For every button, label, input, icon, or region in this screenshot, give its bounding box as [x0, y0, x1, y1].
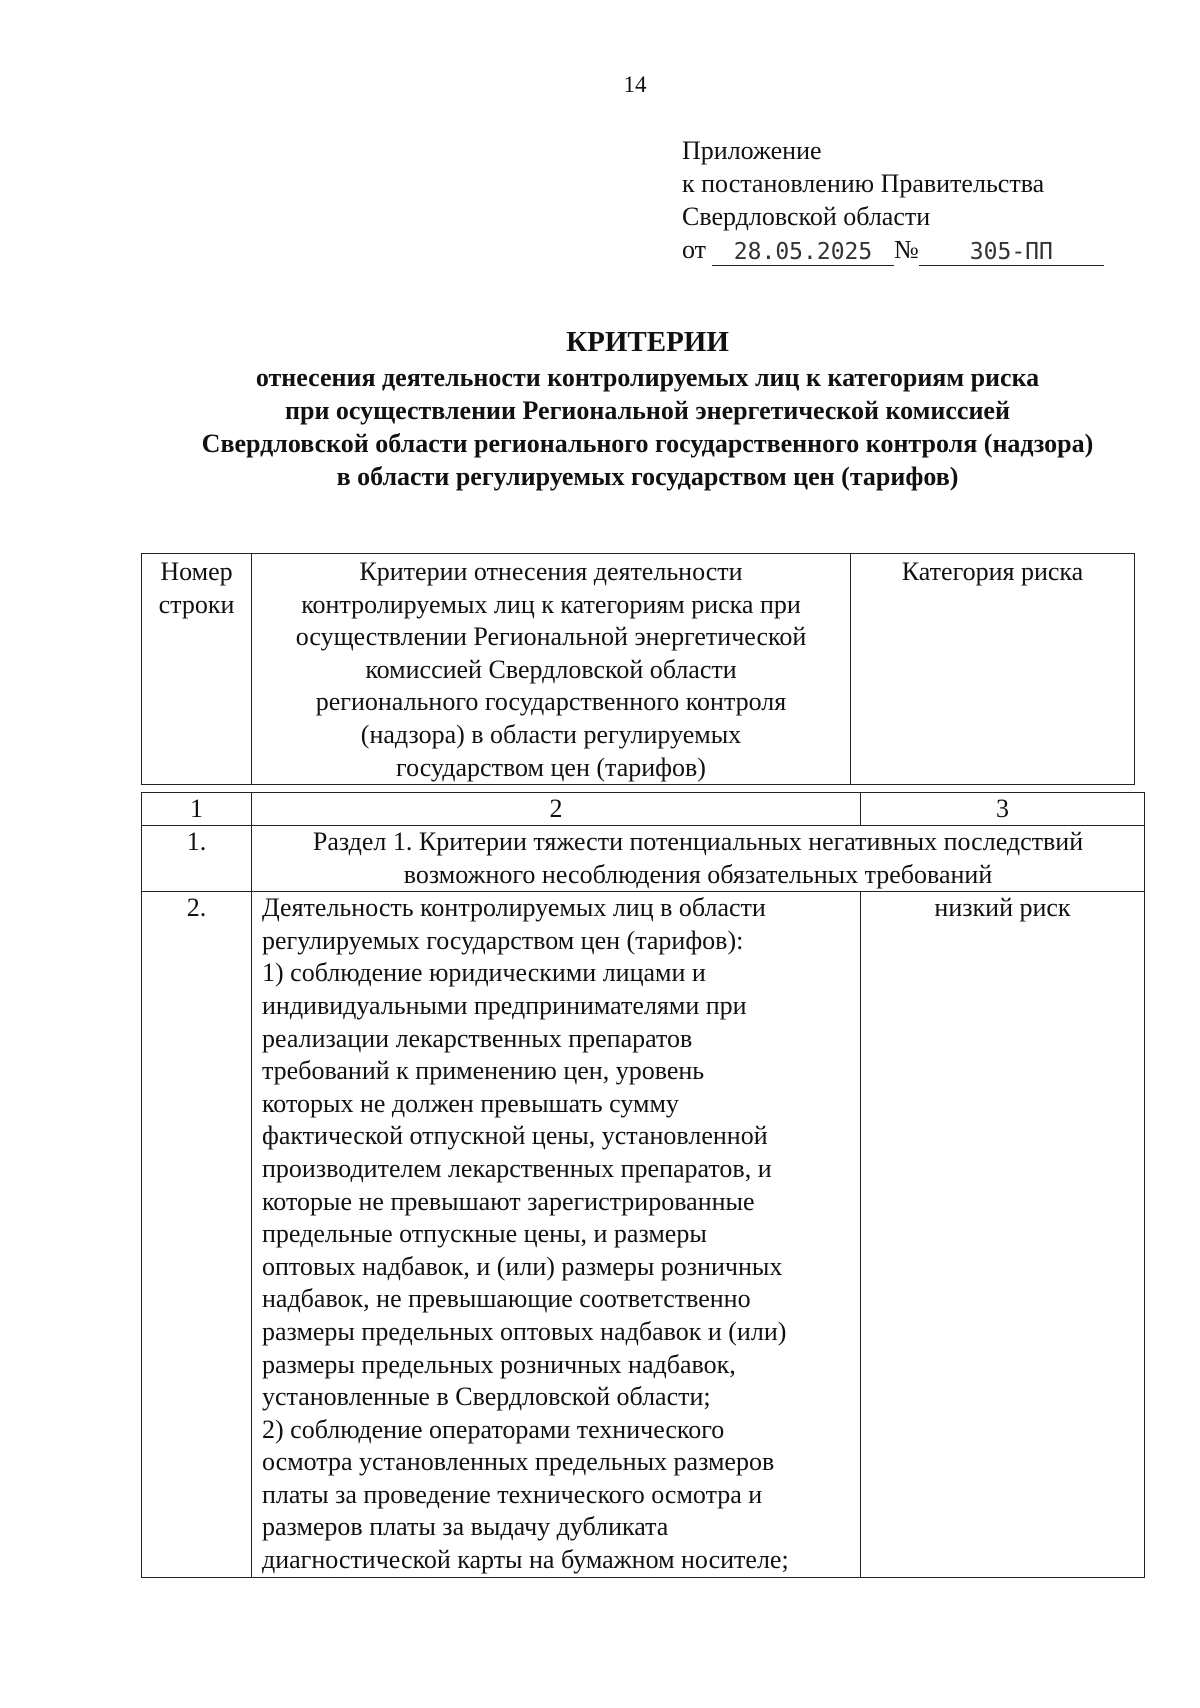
header-criteria: Критерии отнесения деятельности контролируемых лиц к категориям риска при осуществлении Региональной энергетической комиссией Свердловской области регионального государственного контроля (надзора) в области регулируемых государством цен (тарифов) [252, 554, 851, 785]
number-prefix: № [894, 235, 919, 264]
decree-date: 28.05.2025 [712, 239, 894, 266]
header-row [142, 554, 1135, 785]
title-line: при осуществлении Региональной энергетической комиссией [285, 396, 1010, 425]
document-title [145, 326, 1150, 493]
appendix-block [682, 134, 1104, 266]
title-main: КРИТЕРИИ [566, 326, 729, 358]
criteria-table-body [141, 792, 1145, 1578]
appendix-title: Приложение [682, 136, 822, 165]
section-heading: Раздел 1. Критерии тяжести потенциальных негативных последствий возможного несоблюдения обязательных требований [252, 826, 1145, 892]
page-number: 14 [623, 72, 647, 97]
table-row [142, 892, 1145, 1577]
row-number: 2. [142, 892, 252, 1577]
table-row [142, 826, 1145, 892]
appendix-region: Свердловской области [682, 202, 931, 231]
header-row-number: Номер строки [142, 554, 252, 785]
appendix-date-line [682, 233, 1104, 266]
decree-number: 305-ПП [919, 239, 1104, 266]
column-number: 3 [861, 793, 1145, 826]
appendix-decree: к постановлению Правительства [682, 169, 1045, 198]
column-number-row [142, 793, 1145, 826]
criteria-table-header [141, 553, 1135, 785]
criteria-text: Деятельность контролируемых лиц в области регулируемых государством цен (тарифов): 1) соблюдение юридическими лицами и индивидуальными предпринимателями при реализации лекарственных препаратов требований к применению цен, уровень которых не должен превышать сумму фактической отпускной цены, установленной производителем лекарственных препаратов, и которые не превышают зарегистрированные предельные отпускные цены, и размеры оптовых надбавок, и (или) размеры розничных надбавок, не превышающие соответственно размеры предельных оптовых надбавок и (или) размеры предельных розничных надбавок, установленные в Свердловской области; 2) соблюдение операторами технического осмотра установленных предельных размеров платы за проведение технического осмотра и размеров платы за выдачу дубликата диагностической карты на бумажном носителе; [252, 892, 861, 1577]
date-prefix: от [682, 235, 707, 264]
header-risk-category: Категория риска [851, 554, 1135, 785]
title-line: Свердловской области регионального государственного контроля (надзора) [201, 429, 1094, 458]
column-number: 1 [142, 793, 252, 826]
title-line: в области регулируемых государством цен (тарифов) [336, 462, 959, 491]
row-number: 1. [142, 826, 252, 892]
column-number: 2 [252, 793, 861, 826]
title-line: отнесения деятельности контролируемых лиц к категориям риска [255, 363, 1040, 392]
risk-category: низкий риск [861, 892, 1145, 1577]
